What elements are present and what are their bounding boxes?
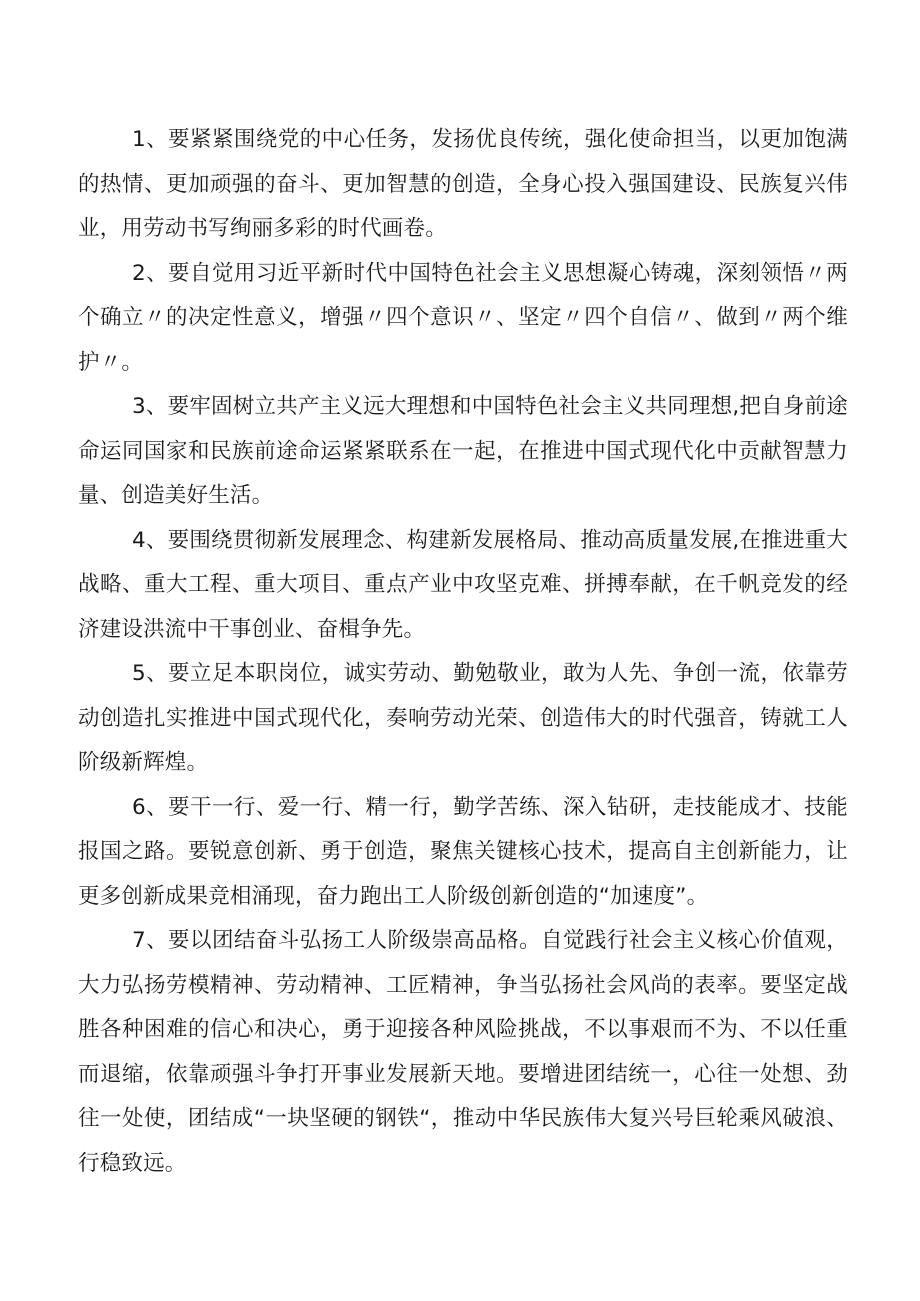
paragraph-7: 7、要以团结奋斗弘扬工人阶级崇高品格。自觉践行社会主义核心价值观，大力弘扬劳模精神、劳动精神、工匠精神，争当弘扬社会风尚的表率。要坚定战胜各种困难的信心和决心，勇于迎接各种风险挑战，不以事艰而不为、不以任重而退缩，依靠顽强斗争打开事业发展新天地。要增进团结统一，心往一处想、劲往一处使，团结成“一块坚硬的钢铁“，推动中华民族伟大复兴号巨轮乘风破浪、行稳致远。 (78, 928, 848, 1176)
paragraph-1: 1、要紧紧围绕党的中心任务，发扬优良传统，强化使命担当，以更加饱满的热情、更加顽强的奋斗、更加智慧的创造，全身心投入强国建设、民族复兴伟业，用劳动书写绚丽多彩的时代画卷。 (78, 127, 848, 241)
paragraph-4: 4、要围绕贯彻新发展理念、构建新发展格局、推动高质量发展,在推进重大战略、重大工程、重大项目、重点产业中攻坚克难、拼搏奉献，在千帆竞发的经济建设洪流中干事创业、奋楫争先。 (78, 527, 848, 642)
document-body (78, 118, 848, 1186)
paragraph-5: 5、要立足本职岗位，诚实劳动、勤勉敬业，敢为人先、争创一流，依靠劳动创造扎实推进中国式现代化，奏响劳动光荣、创造伟大的时代强音，铸就工人阶级新辉煌。 (78, 661, 848, 775)
paragraph-2: 2、要自觉用习近平新时代中国特色社会主义思想凝心铸魂，深刻领悟〃两个确立〃的决定性意义，增强〃四个意识〃、坚定〃四个自信〃、做到〃两个维护〃。 (78, 260, 848, 375)
paragraph-6: 6、要干一行、爱一行、精一行，勤学苦练、深入钻研，走技能成才、技能报国之路。要锐意创新、勇于创造，聚焦关键核心技术，提高自主创新能力，让更多创新成果竞相涌现，奋力跑出工人阶级创新创造的“加速度”。 (78, 794, 848, 909)
paragraph-3: 3、要牢固树立共产主义远大理想和中国特色社会主义共同理想,把自身前途命运同国家和民族前途命运紧紧联系在一起，在推进中国式现代化中贡献智慧力量、创造美好生活。 (78, 394, 848, 508)
